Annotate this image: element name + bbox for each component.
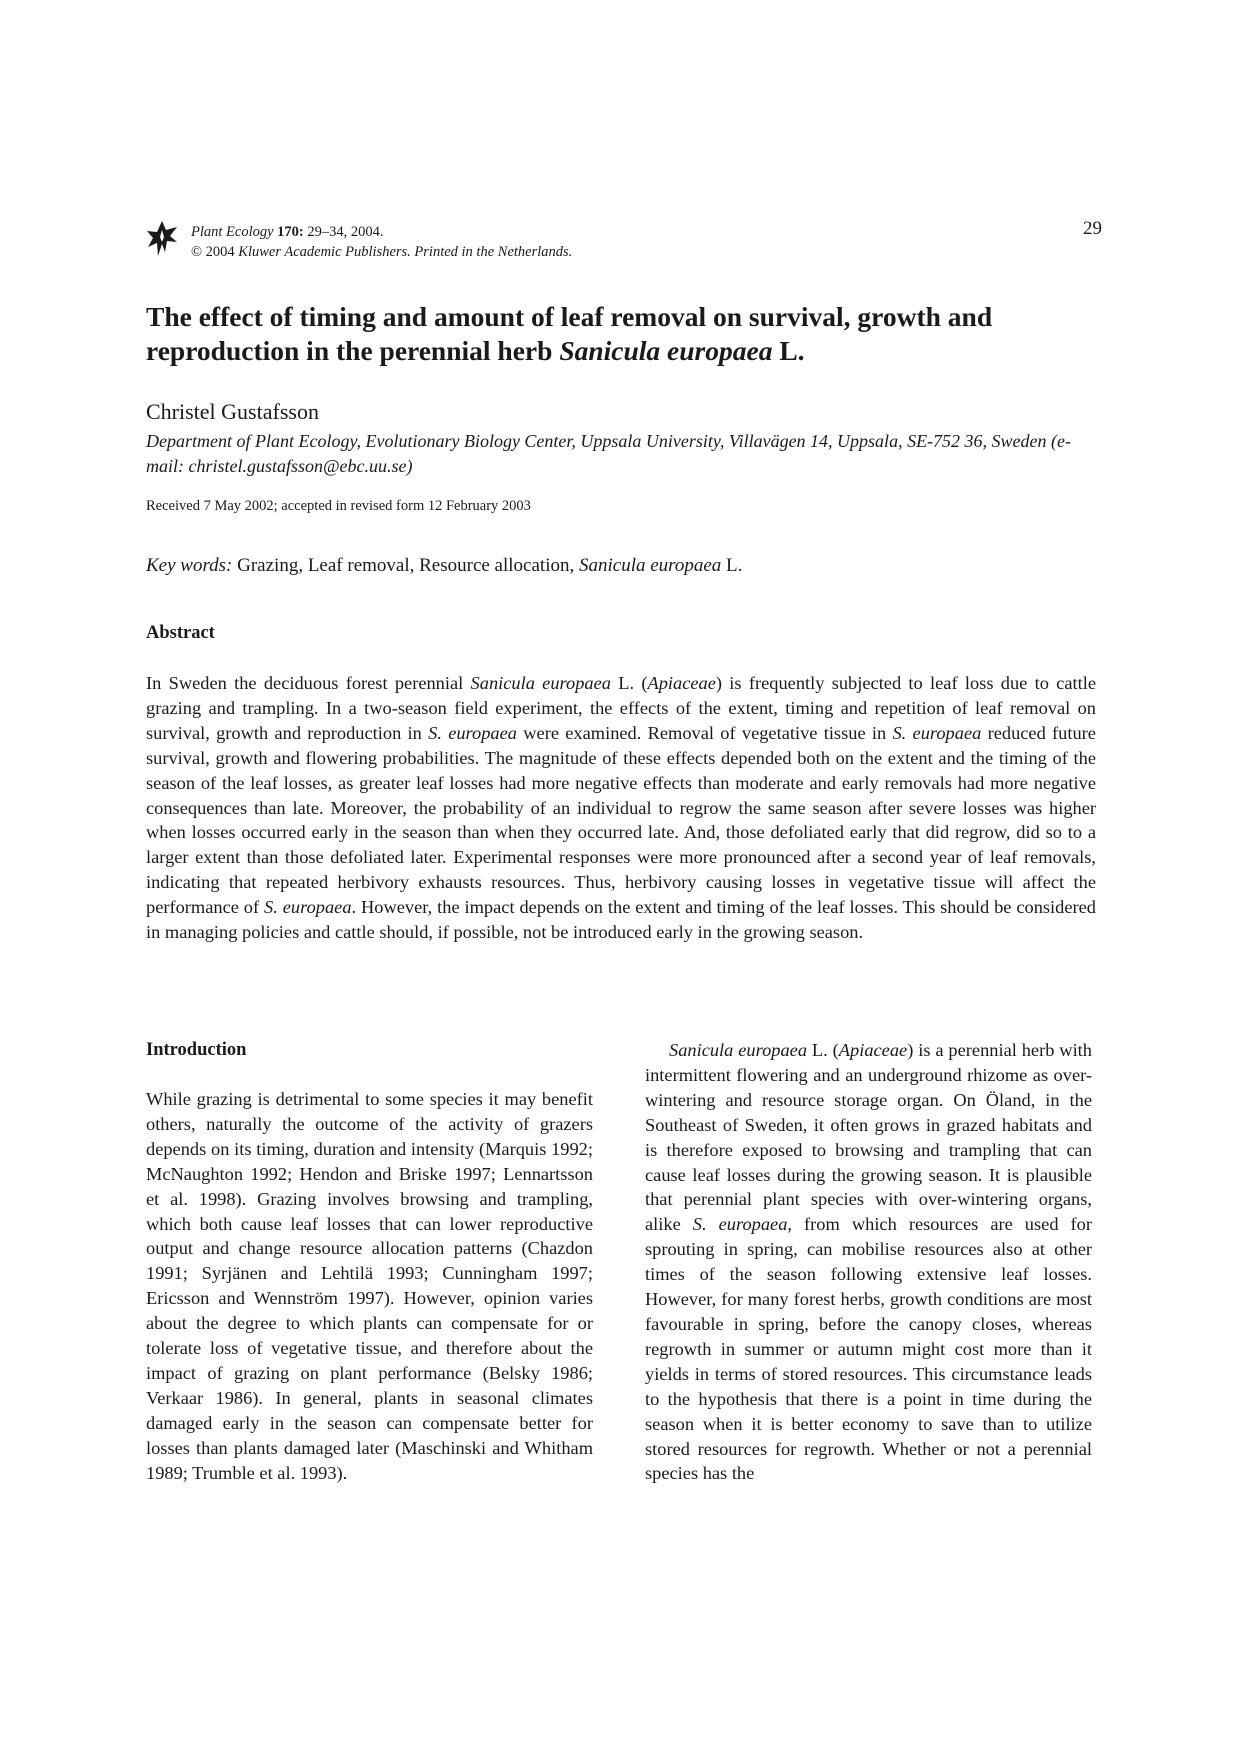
author-name: Christel Gustafsson (146, 399, 319, 424)
intro-species: S. europaea (692, 1214, 788, 1235)
journal-pages-year: 29–34, 2004. (307, 224, 384, 240)
intro-segment: L. ( (811, 1040, 839, 1060)
abstract-segment: reduced future survival, growth and flowering probabilities. The magnitude of these effects depended both on the extent and the timing of the season of the leaf losses, as greater leaf losses had more negative effects than moderate and early removals had more negative consequences than late. Moreover, the probability of an individual to regrow the same season after severe losses was higher when losses occurred early in the season than when they occurred late. And, those defoliated early that did regrow, did so to a larger extent than those defoliated later. Experimental responses were more pronounced after a second year of leaf removals, indicating that repeated herbivory exhausts resources. Thus, herbivory causing losses in vegetative tissue will affect the performance of (146, 722, 1096, 918)
title-species: Sanicula europaea (559, 335, 773, 366)
copyright-symbol: © (191, 244, 203, 260)
publisher-logo-icon (146, 220, 178, 258)
intro-species: Sanicula europaea (669, 1040, 808, 1060)
abstract-heading: Abstract (146, 623, 215, 643)
intro-segment: ) is a perennial herb with intermittent flowering and an underground rhizome as over-wintering and resource storage organ. On Öland, in the Southeast of Sweden, it often grows in grazed habitats and is therefore exposed to browsing and trampling that can cause leaf losses during the growing season. It is plausible that perennial plant species with over-wintering organs, alike (645, 1040, 1092, 1235)
abstract-segment: In Sweden the deciduous forest perennial (146, 673, 464, 693)
abstract-segment: L. ( (618, 673, 648, 693)
received-dates: Received 7 May 2002; accepted in revised form 12 February 2003 (146, 498, 531, 514)
abstract-segment: . However, the impact depends on the extent and timing of the leaf losses. This should be considered in managing policies and cattle should, if possible, not be introduced early in the growing season. (146, 897, 1096, 943)
article-title (146, 300, 1096, 368)
title-suffix: L. (779, 335, 805, 366)
abstract-species: S. europaea (892, 722, 982, 743)
keywords-species: Sanicula europaea (578, 555, 722, 576)
journal-line-1 (191, 222, 572, 242)
abstract-species: S. europaea (264, 897, 352, 918)
abstract-segment: ) is frequently subjected to leaf loss due to cattle grazing and trampling. In a two-season field experiment, the effects of the extent, timing and repetition of leaf removal on survival, growth and reproduction in (146, 673, 1096, 743)
keywords-text: Grazing, Leaf removal, Resource allocation, (237, 555, 575, 576)
abstract-text (146, 671, 1096, 945)
keywords-suffix: L. (726, 555, 743, 576)
introduction-heading: Introduction (146, 1040, 247, 1060)
journal-line-2 (191, 242, 572, 262)
intro-segment: , from which resources are used for sprouting in spring, can mobilise resources also at other times of the season following extensive leaf losses. However, for many forest herbs, growth conditions are most favourable in spring, before the canopy closes, whereas regrowth in summer or autumn might cost more than it yields in terms of stored resources. This circumstance leads to the hypothesis that there is a point in time during the season when it is better economy to save than to utilize stored resources for regrowth. Whether or not a perennial species has the (645, 1214, 1093, 1484)
abstract-segment: were examined. Removal of vegetative tissue in (523, 722, 887, 743)
keywords-label: Key words: (146, 555, 233, 576)
journal-volume: 170: (277, 224, 304, 240)
keywords (146, 553, 742, 579)
journal-citation (191, 222, 572, 262)
intro-paragraph-2 (645, 1038, 1092, 1486)
intro-family: Apiaceae (838, 1040, 908, 1060)
abstract-species: Sanicula europaea (470, 673, 611, 693)
page-number: 29 (1083, 218, 1102, 239)
author-affiliation: Department of Plant Ecology, Evolutionary Biology Center, Uppsala University, Villavägen 14, Uppsala, SE-752 36, Sweden (e-mail: christel.gustafsson@ebc.uu.se) (146, 431, 1072, 476)
abstract-species: S. europaea (428, 722, 517, 743)
title-text: The effect of timing and amount of leaf removal on survival, growth and reproduction in the perennial herb (146, 301, 993, 366)
intro-right-column (645, 1038, 1092, 1486)
copyright-year: 2004 (205, 244, 235, 260)
publisher-text: Kluwer Academic Publishers. Printed in the Netherlands. (238, 244, 573, 260)
intro-left-column (146, 1038, 593, 1486)
journal-name: Plant Ecology (191, 224, 274, 240)
abstract-family: Apiaceae (647, 673, 716, 693)
intro-paragraph-1: While grazing is detrimental to some species it may benefit others, naturally the outcome of the activity of grazers depends on its timing, duration and intensity (Marquis 1992; McNaughton 1992; Hendon and Briske 1997; Lennartsson et al. 1998). Grazing involves browsing and trampling, which both cause leaf losses that can lower reproductive output and change resource allocation patterns (Chazdon 1991; Syrjänen and Lehtilä 1993; Cunningham 1997; Ericsson and Wennström 1997). However, opinion varies about the degree to which plants can compensate for or tolerate loss of vegetative tissue, and therefore about the impact of grazing on plant performance (Belsky 1986; Verkaar 1986). In general, plants in seasonal climates damaged early in the season can compensate better for losses than plants damaged later (Maschinski and Whitham 1989; Trumble et al. 1993). (146, 1089, 593, 1483)
